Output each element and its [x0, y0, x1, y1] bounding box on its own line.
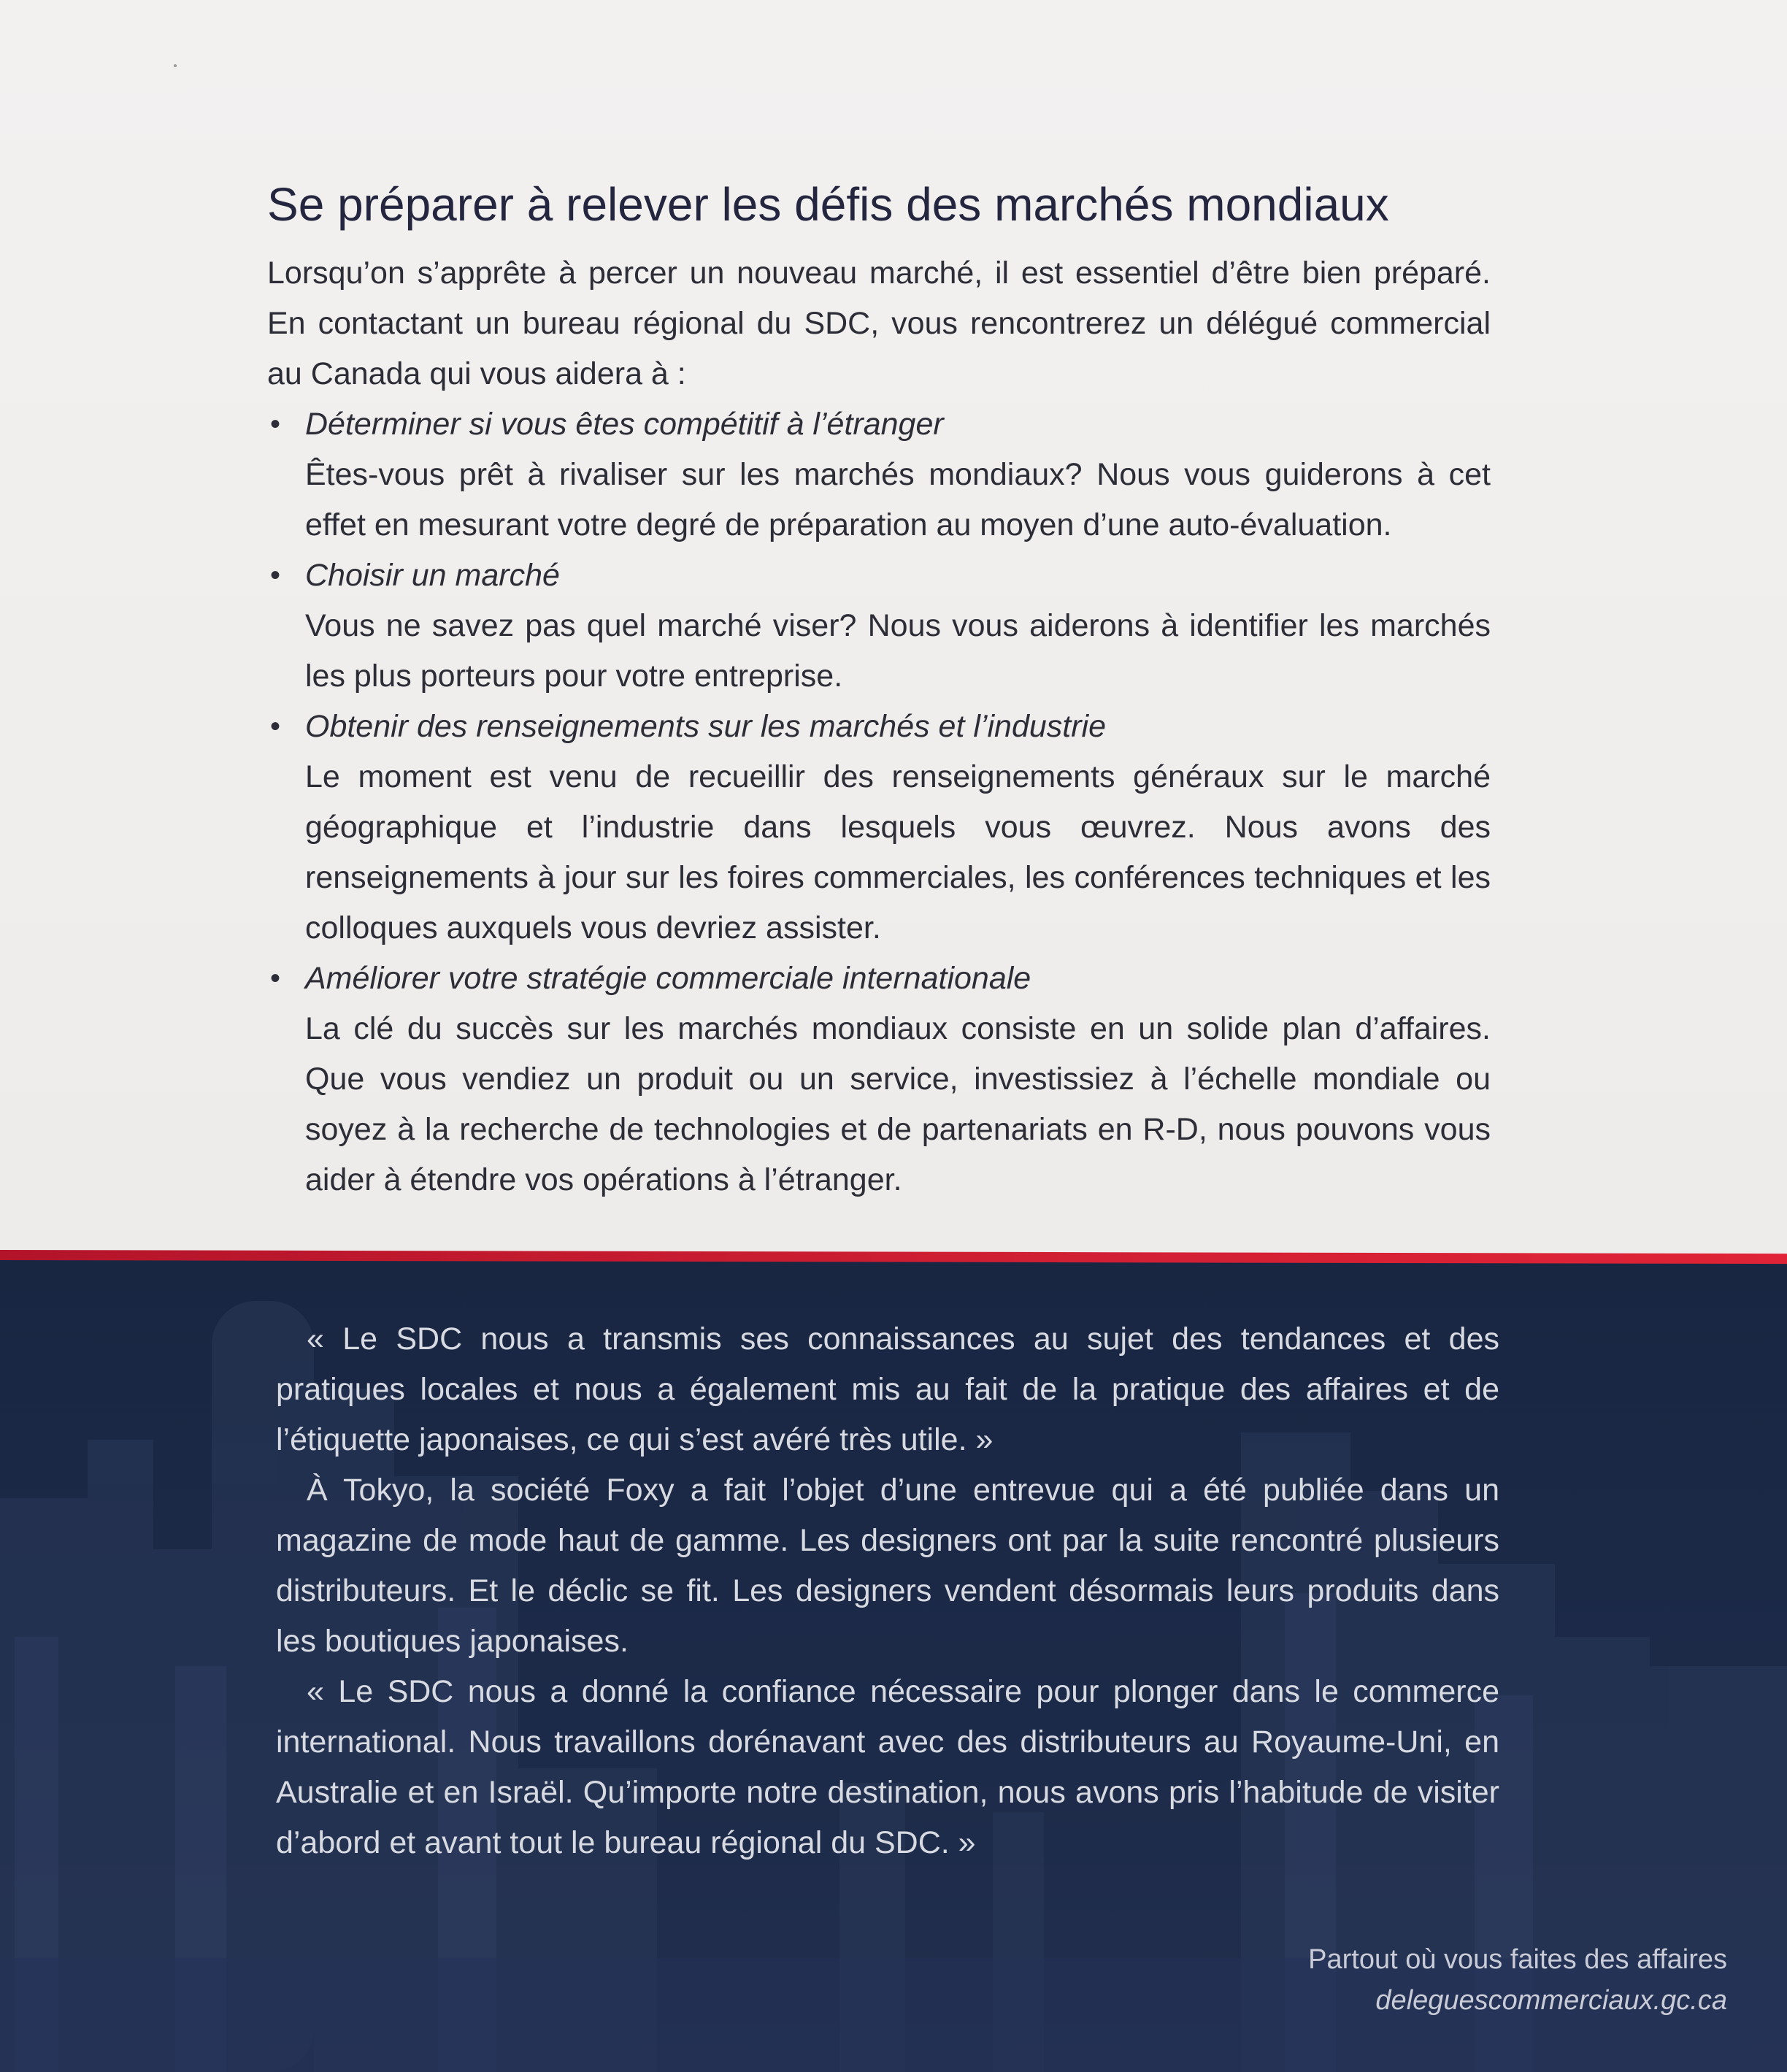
testimonial-quote: « Le SDC nous a donné la confiance nécessaire pour plonger dans le commerce international. Nous travaillons dorénavant avec des distributeurs au Royaume-Uni, en Australie et en Israël. Qu’importe notre destination, nous avons pris l’habitude de visiter d’abord et avant tout le bureau régional du SDC. »	[276, 1674, 1499, 1860]
list-item	[267, 953, 1491, 1205]
testimonial-text	[276, 1314, 1499, 1868]
page-title: Se préparer à relever les défis des marchés mondiaux	[267, 178, 1389, 231]
speck	[174, 64, 177, 67]
footer-url-link[interactable]: deleguescommerciaux.gc.ca	[1375, 1985, 1727, 2016]
main-content	[267, 248, 1491, 1205]
footer	[1308, 1939, 1727, 2021]
bullet-icon: •	[270, 962, 281, 994]
intro-paragraph: Lorsqu’on s’apprête à percer un nouveau marché, il est essentiel d’être bien préparé. En contactant un bureau régional du SDC, vous rencontrerez un délégué commercial au Canada qui vous aidera à :	[267, 256, 1491, 391]
item-title: Déterminer si vous êtes compétitif à l’étranger	[305, 407, 944, 442]
list-item	[267, 399, 1491, 550]
item-text: Êtes-vous prêt à rivaliser sur les marchés mondiaux? Nous vous guiderons à cet effet en mesurant votre degré de préparation au moyen d’une auto-évaluation.	[305, 457, 1491, 542]
item-title: Améliorer votre stratégie commerciale internationale	[305, 961, 1031, 996]
item-text: Le moment est venu de recueillir des renseignements généraux sur le marché géographique et l’industrie dans lesquels vous œuvrez. Nous avons des renseignements à jour sur les foires commerciales, les conférences techniques et les colloques auxquels vous devriez assister.	[305, 759, 1491, 945]
item-title: Choisir un marché	[305, 558, 560, 593]
service-list	[267, 399, 1491, 1205]
footer-tagline: Partout où vous faites des affaires	[1308, 1944, 1727, 1975]
item-title: Obtenir des renseignements sur les marchés et l’industrie	[305, 709, 1107, 744]
list-item	[267, 550, 1491, 702]
item-text: Vous ne savez pas quel marché viser? Nous vous aiderons à identifier les marchés les plus porteurs pour votre entreprise.	[305, 608, 1491, 694]
testimonial-story: À Tokyo, la société Foxy a fait l’objet d’une entrevue qui a été publiée dans un magazine de mode haut de gamme. Les designers ont par la suite rencontré plusieurs distributeurs. Et le déclic se fit. Les designers vendent désormais leurs produits dans les boutiques japonaises.	[276, 1473, 1499, 1659]
bullet-icon: •	[270, 710, 281, 743]
item-text: La clé du succès sur les marchés mondiaux consiste en un solide plan d’affaires. Que vous vendiez un produit ou un service, investissiez à l’échelle mondiale ou soyez à la recherche de technologies et de partenariats en R-D, nous pouvons vous aider à étendre vos opérations à l’étranger.	[305, 1011, 1491, 1197]
testimonial-quote: « Le SDC nous a transmis ses connaissances au sujet des tendances et des pratiques locales et nous a également mis au fait de la pratique des affaires et de l’étiquette japonaises, ce qui s’est avéré très utile. »	[276, 1321, 1499, 1457]
bullet-icon: •	[270, 408, 281, 440]
list-item	[267, 702, 1491, 953]
bullet-icon: •	[270, 559, 281, 591]
